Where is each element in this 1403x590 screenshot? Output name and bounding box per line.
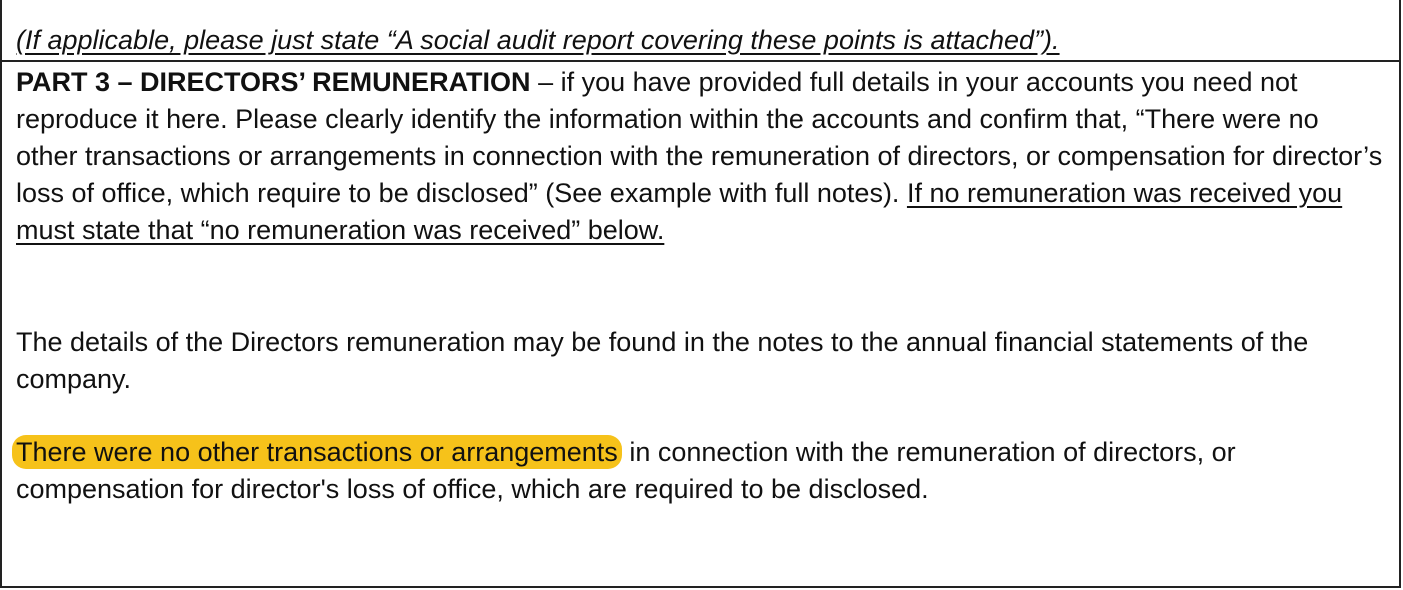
part3-instructions xyxy=(16,64,1386,249)
part3-intro-text: – if you have provided full details in your accounts you need not reproduce it here. Please clearly identify the information within the accounts and confirm that, “There were no other transactions or arrangements in connection with the remuneration of directors, or compensation for director’s loss of office, which require to be disclosed” (See example with full notes). xyxy=(16,67,1383,208)
highlighted-text: There were no other transactions or arrangements xyxy=(12,435,622,469)
section-divider xyxy=(0,60,1401,62)
social-audit-note-text: (If applicable, please just state “A social audit report covering these points is attached”). xyxy=(16,25,1060,55)
response-paragraph-2-text: in connection with the remuneration of directors, or compensation for director's loss of office, which are required to be disclosed. xyxy=(16,437,1236,504)
response-paragraph-2 xyxy=(16,434,1386,508)
part3-heading: PART 3 – DIRECTORS’ REMUNERATION xyxy=(16,67,531,97)
response-paragraph-1 xyxy=(16,324,1386,398)
response-paragraph-1-text: The details of the Directors remuneration may be found in the notes to the annual financial statements of the company. xyxy=(16,327,1309,394)
social-audit-note xyxy=(16,22,1060,58)
part3-underlined-instruction: If no remuneration was received you must state that “no remuneration was received” below. xyxy=(16,178,1343,245)
